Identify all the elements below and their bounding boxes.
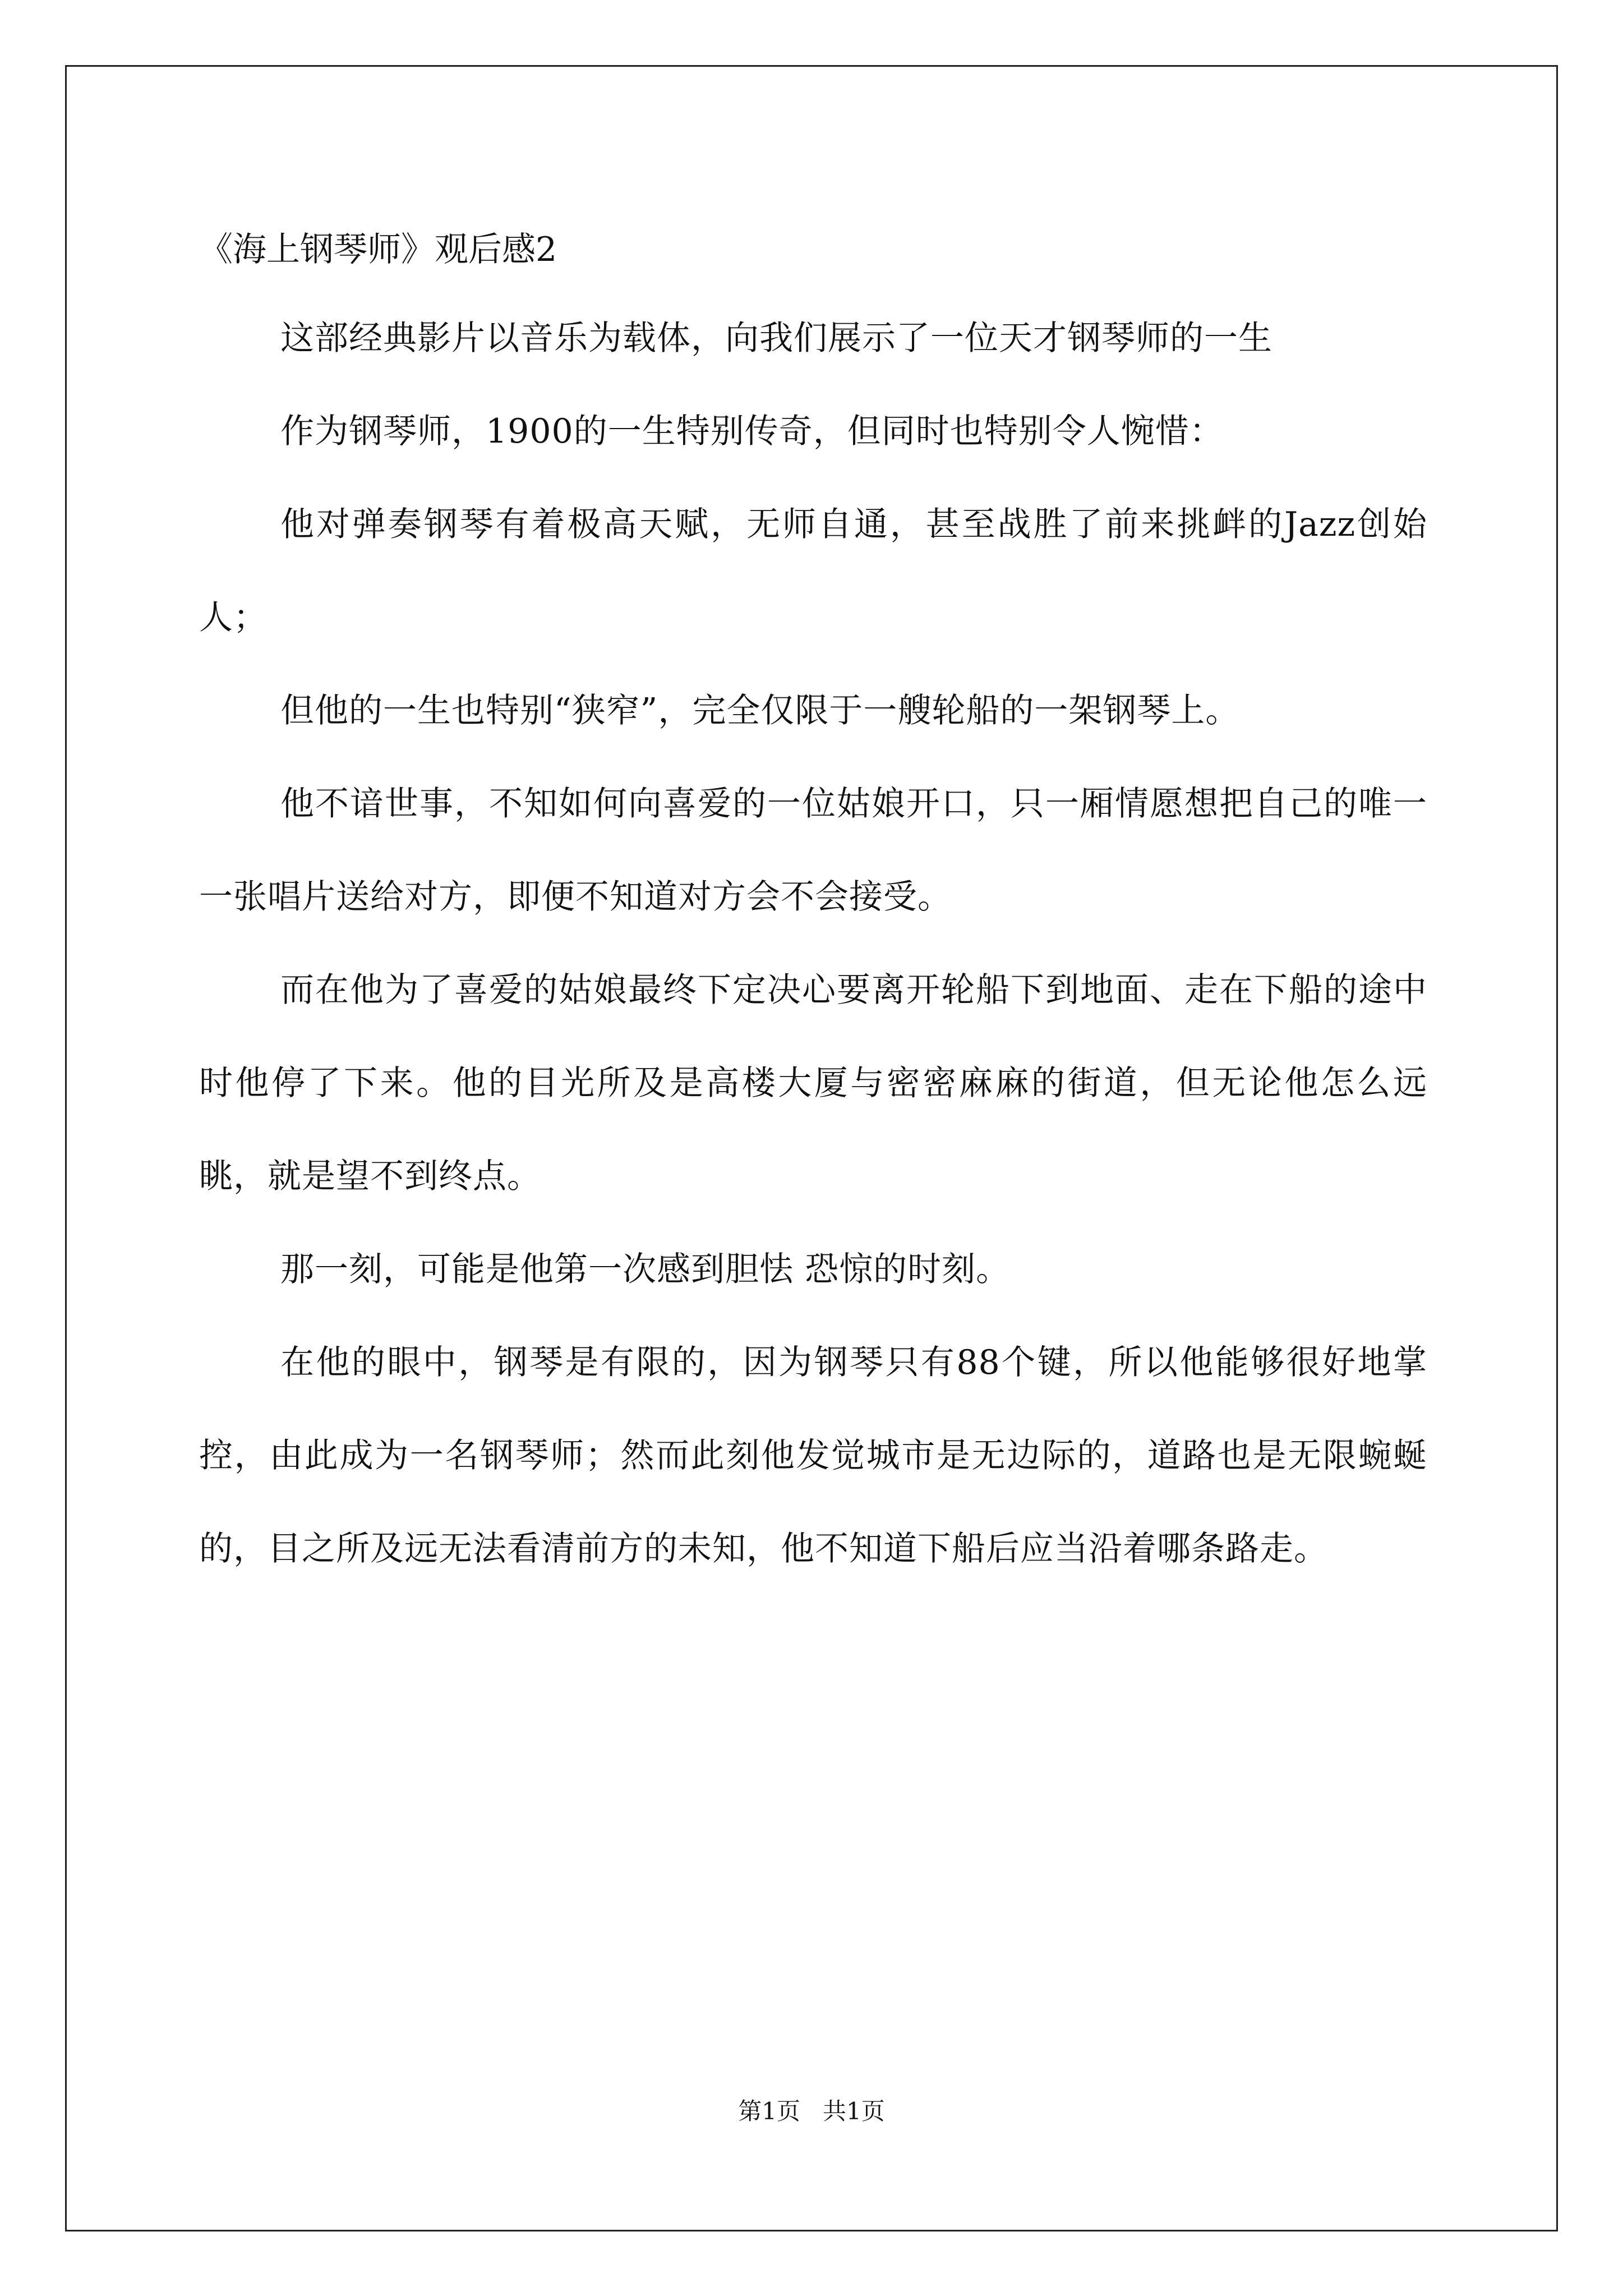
document-title: 《海上钢琴师》观后感2 bbox=[199, 230, 557, 269]
page-footer bbox=[0, 2095, 1623, 2128]
paragraph-5: 他不谙世事，不知如何向喜爱的一位姑娘开口，只一厢情愿想把自己的唯一一张唱片送给对方，即便不知道对方会不会接受。 bbox=[199, 784, 1427, 917]
paragraph-3: 他对弹奏钢琴有着极高天赋，无师自通，甚至战胜了前来挑衅的Jazz创始人； bbox=[199, 505, 1427, 637]
paragraph-8: 在他的眼中，钢琴是有限的，因为钢琴只有88个键，所以他能够很好地掌控，由此成为一名钢琴师；然而此刻他发觉城市是无边际的，道路也是无限蜿蜒的，目之所及远无法看清前方的未知，他不知道下船后应当沿着哪条路走。 bbox=[199, 1343, 1427, 1568]
paragraph-7: 那一刻，可能是他第一次感到胆怯 恐惊的时刻。 bbox=[280, 1250, 1011, 1289]
page-total: 共1页 bbox=[823, 2097, 885, 2125]
document-body bbox=[199, 208, 1427, 1595]
paragraph-6: 而在他为了喜爱的姑娘最终下定决心要离开轮船下到地面、走在下船的途中时他停了下来。他的目光所及是高楼大厦与密密麻麻的街道，但无论他怎么远眺，就是望不到终点。 bbox=[199, 970, 1427, 1196]
page-number: 第1页 bbox=[738, 2097, 800, 2125]
paragraph-2: 作为钢琴师，1900的一生特别传奇，但同时也特别令人惋惜： bbox=[280, 412, 1224, 451]
paragraph-4: 但他的一生也特别“狭窄”，完全仅限于一艘轮船的一架钢琴上。 bbox=[280, 691, 1240, 730]
paragraph-1: 这部经典影片以音乐为载体，向我们展示了一位天才钢琴师的一生 bbox=[280, 319, 1272, 358]
